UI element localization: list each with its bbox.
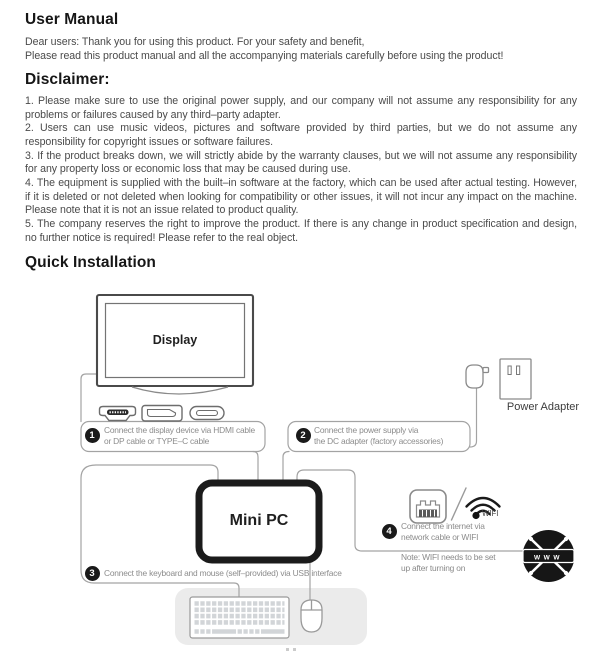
- keyboard-icon: [190, 597, 289, 638]
- disclaimer-item: 4. The equipment is supplied with the built–in software at the factory, which can be used after actual testing. However, if it is deleted or not deleted when looking for compatibility or other issues, it will not incur any impact on the machine. Please note that it is not an issue related to product quality.: [25, 176, 577, 217]
- dp-inner-shape: [148, 410, 176, 417]
- power-adapter-label: Power Adapter: [506, 401, 580, 413]
- globe-node: [564, 571, 568, 575]
- intro-line-1: Dear users: Thank you for using this product. For your safety and benefit,: [25, 36, 365, 48]
- display-label: Display: [152, 333, 198, 347]
- quick-installation-title: Quick Installation: [25, 254, 156, 271]
- connector-icons: [100, 406, 225, 422]
- dc-plug-tip: [483, 368, 489, 373]
- step-2-badge: 2: [296, 428, 311, 443]
- disclaimer-item: 2. Users can use music videos, pictures and software provided by third parties, but we do not assume any responsibility for copyright issues or software failures.: [25, 122, 577, 148]
- dc-plug-icon: [466, 365, 483, 388]
- callout-line-step1-display: [81, 374, 97, 422]
- globe-www-text: WWW: [534, 554, 563, 562]
- step-3-badge: 3: [85, 566, 100, 581]
- step-4-badge: 4: [382, 524, 397, 539]
- page-title: User Manual: [25, 11, 119, 28]
- step-3-label: Connect the keyboard and mouse (self–provided) via USB interface: [104, 568, 342, 578]
- power-cord-line: [470, 388, 477, 447]
- step-1-label: Connect the display device via HDMI cable or DP cable or TYPE–C cable: [104, 425, 256, 447]
- wall-plug-body: [500, 359, 531, 399]
- disclaimer-title: Disclaimer:: [25, 71, 110, 88]
- typec-connector-icon: [190, 407, 224, 420]
- plug-prong: [517, 366, 520, 375]
- globe-node: [529, 571, 533, 575]
- disclaimer-item: 5. The company reserves the right to improve the product. If there is any change in product specification and design, no further notice is required! Please refer to the real object.: [25, 217, 577, 244]
- step-4-label: Connect the internet via network cable or WIFI: [401, 520, 485, 542]
- slash-divider: [452, 488, 467, 520]
- step-1-badge: 1: [85, 428, 100, 443]
- globe-node: [564, 537, 568, 541]
- disclaimer-item: 3. If the product breaks down, we will strictly abide by the warranty clauses, but we will not assume any responsibility for any property loss or economic loss that may be caused during use.: [25, 149, 577, 176]
- plug-prong: [508, 366, 511, 375]
- callout-line-step1-minipc: [253, 452, 258, 484]
- wifi-label: WIFI: [482, 509, 499, 518]
- globe-node: [529, 537, 533, 541]
- intro-line-2: Please read this product manual and all the accompanying materials carefully before using the product!: [25, 49, 504, 62]
- disclaimer-item: 1. Please make sure to use the original power supply, and our company will not assume any responsibility for any problems or failures caused by any third–party adapter.: [25, 95, 577, 121]
- mouse-icon: [301, 600, 322, 632]
- ethernet-port-icon: [410, 490, 446, 523]
- globe-www-icon: [523, 530, 575, 582]
- page-number-mark: [286, 648, 297, 651]
- ethernet-outline: [410, 490, 446, 523]
- typec-inner-shape: [197, 411, 218, 416]
- wifi-dot: [472, 512, 479, 519]
- power-adapter-icon: [466, 359, 531, 399]
- wifi-setup-note: Note: WIFI needs to be set up after turning on: [401, 552, 496, 574]
- monitor-stand: [132, 387, 228, 394]
- step-2-label: Connect the power supply via the DC adapter (factory accessories): [314, 425, 444, 447]
- callout-line-step2-minipc: [283, 452, 289, 484]
- mini-pc-label: Mini PC: [229, 512, 289, 529]
